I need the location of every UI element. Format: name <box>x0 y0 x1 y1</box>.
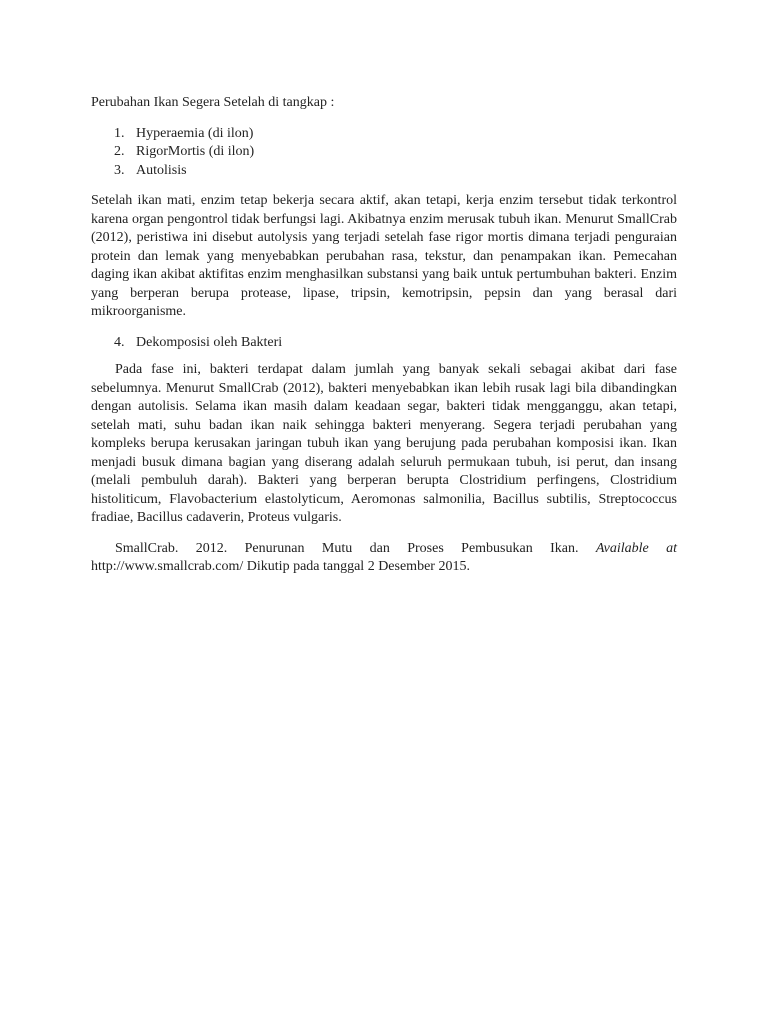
list-number: 1. <box>114 125 125 141</box>
list-item <box>91 162 677 181</box>
paragraph-bakteri: Pada fase ini, bakteri terdapat dalam jumlah yang banyak sekali sebagai akibat dari fase sebelumnya. Menurut SmallCrab (2012), bakteri menyebabkan ikan lebih rusak lagi bila dibandingkan dengan autolisis. Selama ikan masih dalam keadaan segar, bakteri tidak mengganggu, akan tetapi, setelah mati, suhu badan ikan naik sehingga bakteri menyerang. Segera terjadi perubahan yang kompleks berupa kerusakan jaringan tubuh ikan yang berujung pada perubahan komposisi ikan. Ikan menjadi busuk dimana bagian yang diserang adalah seluruh permukaan tubuh, isi perut, dan insang (melali pembuluh darah). Bakteri yang berperan berupta Clostridium perfingens, Clostridium histoliticum, Flavobacterium elastolyticum, Aeromonas salmonilia, Bacillus subtilis, Streptococcus fradiae, Bacillus cadaverin, Proteus vulgaris. <box>91 362 677 525</box>
reference-paragraph <box>91 540 677 577</box>
paragraph-autolisis: Setelah ikan mati, enzim tetap bekerja secara aktif, akan tetapi, kerja enzim tersebut tidak terkontrol karena organ pengontrol tidak berfungsi lagi. Akibatnya enzim merusak tubuh ikan. Menurut SmallCrab (2012), peristiwa ini disebut autolysis yang terjadi setelah fase rigor mortis dimana terjadi penguraian protein dan lemak yang menyebabkan perubahan rasa, tekstur, dan penampakan ikan. Pemecahan daging ikan akibat aktifitas enzim menghasilkan substansi yang baik untuk pertumbuhan bakteri. Enzim yang berperan berupa protease, lipase, tripsin, kemotripsin, pepsin dan yang berasal dari mikroorganisme. <box>91 193 677 319</box>
change-list <box>91 125 677 181</box>
reference-text: SmallCrab. 2012. Penurunan Mutu dan Proses Pembusukan Ikan. <box>115 540 596 556</box>
reference-italic: Available at <box>595 540 678 556</box>
list-item-text: Hyperaemia (di ilon) <box>136 125 254 141</box>
list-item-text: Dekomposisi oleh Bakteri <box>136 334 283 350</box>
document-page <box>91 94 677 589</box>
section-heading: Perubahan Ikan Segera Setelah di tangkap : <box>91 95 335 110</box>
list-item <box>91 125 677 144</box>
list-item <box>91 334 677 353</box>
list-item-text: Autolisis <box>136 162 187 178</box>
list-number: 4. <box>114 334 125 350</box>
list-number: 2. <box>114 144 125 159</box>
reference-source: http://www.smallcrab.com/ Dikutip pada tanggal 2 Desember 2015. <box>91 559 470 574</box>
list-item-text: RigorMortis (di ilon) <box>136 144 255 159</box>
list-number: 3. <box>114 162 125 178</box>
list-item <box>91 143 677 162</box>
